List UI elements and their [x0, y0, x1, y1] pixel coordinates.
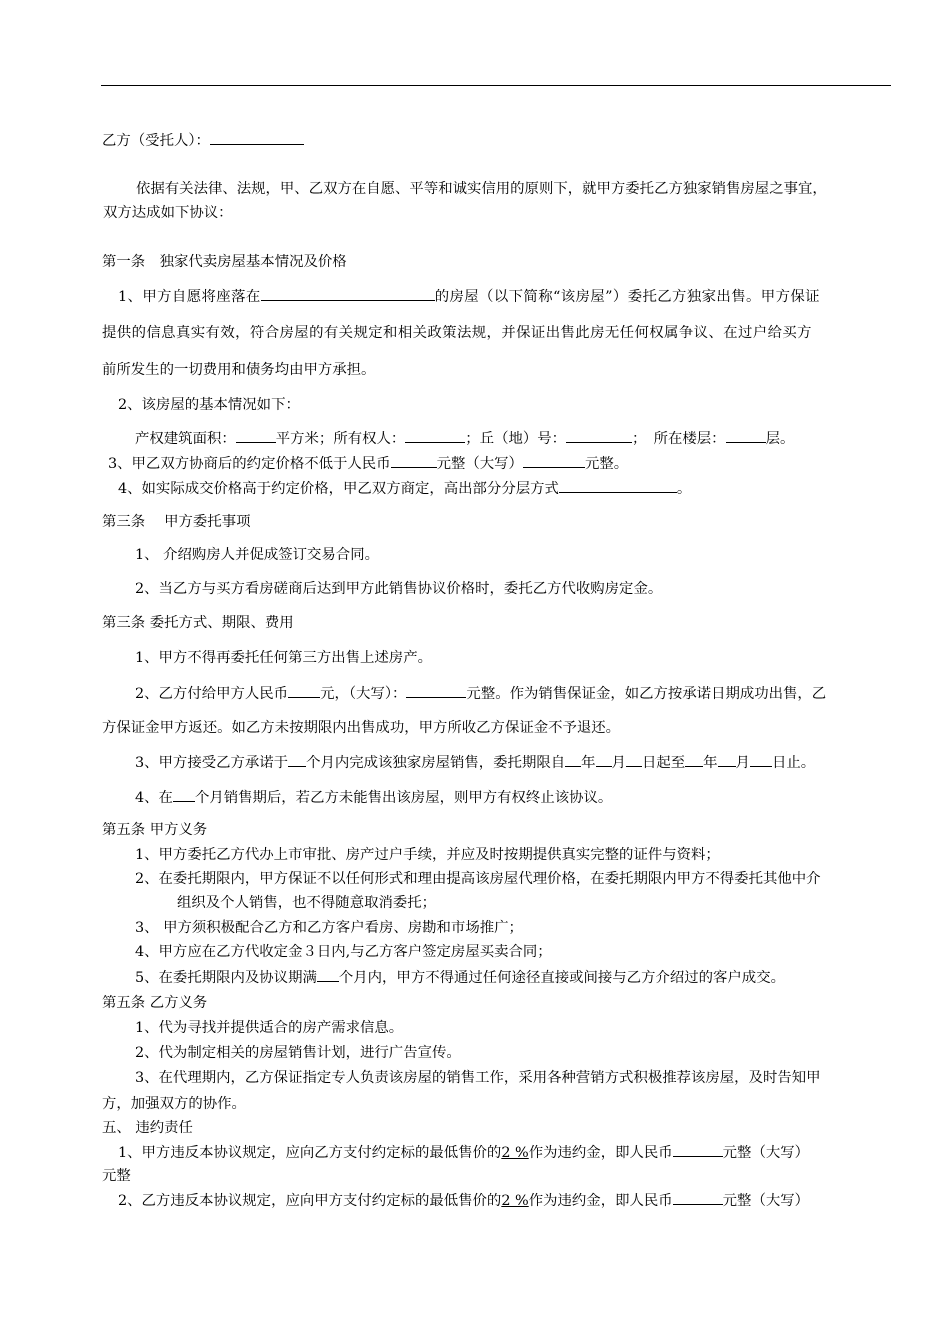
blank-end-year: [685, 752, 703, 767]
art1-c4-text-b: 。: [676, 481, 692, 497]
art1-clause-1-line-2: 提供的信息真实有效，符合房屋的有关规定和相关政策法规，并保证出售此房无任何权属争议、在过户给买方: [102, 325, 812, 341]
art6-c1-text-a: 1、甲方违反本协议规定，应向乙方支付约定标的最低售价的: [118, 1145, 502, 1161]
blank-start-year: [565, 752, 581, 767]
blank-penalty-a: [673, 1142, 723, 1157]
article-1-title: 第一条 独家代卖房屋基本情况及价格: [102, 254, 347, 270]
art6-c2-text-b: 作为违约金，即人民币: [528, 1193, 673, 1209]
art6-c1-text-c: 元整（大写）: [722, 1145, 810, 1161]
blank-floor: [726, 428, 766, 443]
blank-penalty-b: [673, 1190, 723, 1205]
art5a-clause-5: [135, 967, 785, 988]
art3-c2-text-c: 元整。作为销售保证金，如乙方按承诺日期成功出售，乙: [466, 686, 827, 702]
art5a-clause-4: 4、甲方应在乙方代收定金３日内,与乙方客户签定房屋买卖合同；: [135, 944, 552, 960]
header-rule: [101, 85, 891, 86]
art3-clause-2: [135, 683, 826, 704]
blank-months-after: [317, 967, 339, 982]
art3-clause-2-line-2: 方保证金甲方返还。如乙方未按期限内出售成功，甲方所收乙方保证金不予退还。: [102, 720, 621, 736]
art5b-clause-3: 3、在代理期内，乙方保证指定专人负责该房屋的销售工作，采用各种营销方式积极推荐该房屋，及时告知甲: [135, 1070, 821, 1086]
details-area-label: 产权建筑面积：: [135, 431, 236, 447]
blank-months: [288, 752, 306, 767]
art1-clause-2: 2、该房屋的基本情况如下：: [118, 397, 300, 413]
art3-clause-3: [135, 752, 815, 773]
art1-clause-1-line-3: 前所发生的一切费用和债务均由甲方承担。: [102, 362, 376, 378]
party-b-label: 乙方（受托人）：: [102, 133, 210, 149]
art5b-clause-2: 2、代为制定相关的房屋销售计划，进行广告宣传。: [135, 1045, 461, 1061]
details-lot-label: ；丘（地）号：: [465, 431, 567, 447]
art6-c2-percent: 2 %: [501, 1193, 529, 1209]
art2-clause-2: 2、当乙方与买方看房磋商后达到甲方此销售协议价格时，委托乙方代收购房定金。: [135, 581, 663, 597]
art5b-clause-1: 1、代为寻找并提供适合的房产需求信息。: [135, 1020, 404, 1036]
art3-clause-1: 1、甲方不得再委托任何第三方出售上述房产。: [135, 650, 432, 666]
blank-start-month: [596, 752, 612, 767]
art3-c3-month-1: 月: [611, 755, 626, 771]
article-5a-title: 第五条 甲方义务: [102, 822, 208, 838]
art5b-clause-3-line-2: 方，加强双方的协作。: [102, 1096, 246, 1112]
art1-clause-4: [118, 478, 691, 499]
art1-details: [135, 428, 794, 449]
art1-clause-3: [108, 453, 628, 474]
intro-line-1: 依据有关法律、法规，甲、乙双方在自愿、平等和诚实信用的原则下，就甲方委托乙方独家销售房屋之事宜，: [136, 181, 827, 197]
blank-deposit-words: [406, 683, 466, 698]
art1-c3-text-c: 元整。: [584, 456, 629, 472]
art3-c2-text-a: 2、乙方付给甲方人民币: [135, 686, 289, 702]
art3-c4-text-a: 4、在: [135, 790, 173, 806]
art6-clause-1-line-2: 元整: [102, 1168, 131, 1184]
blank-deposit: [288, 683, 320, 698]
intro-line-2: 双方达成如下协议：: [103, 205, 233, 221]
art3-c4-text-b: 个月销售期后，若乙方未能售出该房屋，则甲方有权终止该协议。: [194, 790, 613, 806]
blank-end-day: [750, 752, 772, 767]
art6-c2-text-a: 2、乙方违反本协议规定，应向甲方支付约定标的最低售价的: [118, 1193, 502, 1209]
party-b-line: [102, 130, 304, 151]
blank-location: [261, 286, 435, 301]
article-3-title: 第三条 委托方式、期限、费用: [102, 615, 294, 631]
art3-c3-year-2: 年: [703, 755, 718, 771]
blank-party-b: [210, 130, 304, 145]
blank-price: [391, 453, 437, 468]
art6-clause-2: [118, 1190, 809, 1211]
art5a-clause-2: 2、在委托期限内，甲方保证不以任何形式和理由提高该房屋代理价格，在委托期限内甲方不得委托其他中介: [135, 871, 821, 887]
art6-c1-text-b: 作为违约金，即人民币: [528, 1145, 673, 1161]
art5a-clause-3: 3、 甲方须积极配合乙方和乙方客户看房、房勘和市场推广；: [135, 920, 523, 936]
blank-lot: [566, 428, 632, 443]
blank-split: [559, 478, 677, 493]
art1-c4-text-a: 4、如实际成交价格高于约定价格，甲乙双方商定，高出部分分层方式: [118, 481, 559, 497]
art1-clause-1: [118, 286, 820, 307]
art1-c1-text-a: 1、甲方自愿将座落在: [118, 289, 261, 305]
art5a-c5-text-b: 个月内，甲方不得通过任何途径直接或间接与乙方介绍过的客户成交。: [338, 970, 785, 986]
art3-c3-month-2: 月: [735, 755, 750, 771]
art6-c2-text-c: 元整（大写）: [722, 1193, 810, 1209]
blank-area: [236, 428, 276, 443]
blank-owner: [405, 428, 465, 443]
blank-start-day: [626, 752, 642, 767]
art5a-clause-2-line-2: 组织及个人销售，也不得随意取消委托；: [177, 895, 437, 911]
art3-c3-text-b: 个月内完成该独家房屋销售，委托期限自: [306, 755, 566, 771]
art3-c3-text-a: 3、甲方接受乙方承诺于: [135, 755, 289, 771]
art3-c3-end: 日止。: [771, 755, 816, 771]
article-2-title: 第三条 甲方委托事项: [102, 514, 251, 530]
details-floor-unit: 层。: [765, 431, 795, 447]
art1-c3-text-b: 元整（大写）: [436, 456, 523, 472]
art3-c2-text-b: 元，（大写）：: [320, 686, 407, 702]
blank-price-words: [523, 453, 585, 468]
art1-c1-text-b: 的房屋（以下简称“该房屋”）委托乙方独家出售。甲方保证: [434, 289, 820, 305]
art6-clause-1: [118, 1142, 809, 1163]
article-6-title: 五、 违约责任: [102, 1120, 193, 1136]
details-owner-label: 平方米；所有权人：: [275, 431, 406, 447]
art2-clause-1: 1、 介绍购房人并促成签订交易合同。: [135, 547, 379, 563]
art6-c1-percent: 2 %: [501, 1145, 529, 1161]
art5a-c5-text-a: 5、在委托期限内及协议期满: [135, 970, 317, 986]
art3-c3-year-1: 年: [581, 755, 596, 771]
article-5b-title: 第五条 乙方义务: [102, 995, 208, 1011]
details-floor-label: ； 所在楼层：: [632, 431, 726, 447]
blank-sale-period: [173, 787, 195, 802]
art1-c3-text-a: 3、甲乙双方协商后的约定价格不低于人民币: [108, 456, 391, 472]
art5a-clause-1: 1、甲方委托乙方代办上市审批、房产过户手续，并应及时按期提供真实完整的证件与资料；: [135, 847, 720, 863]
blank-end-month: [718, 752, 736, 767]
art3-c3-to: 日起至: [641, 755, 686, 771]
art3-clause-4: [135, 787, 612, 808]
